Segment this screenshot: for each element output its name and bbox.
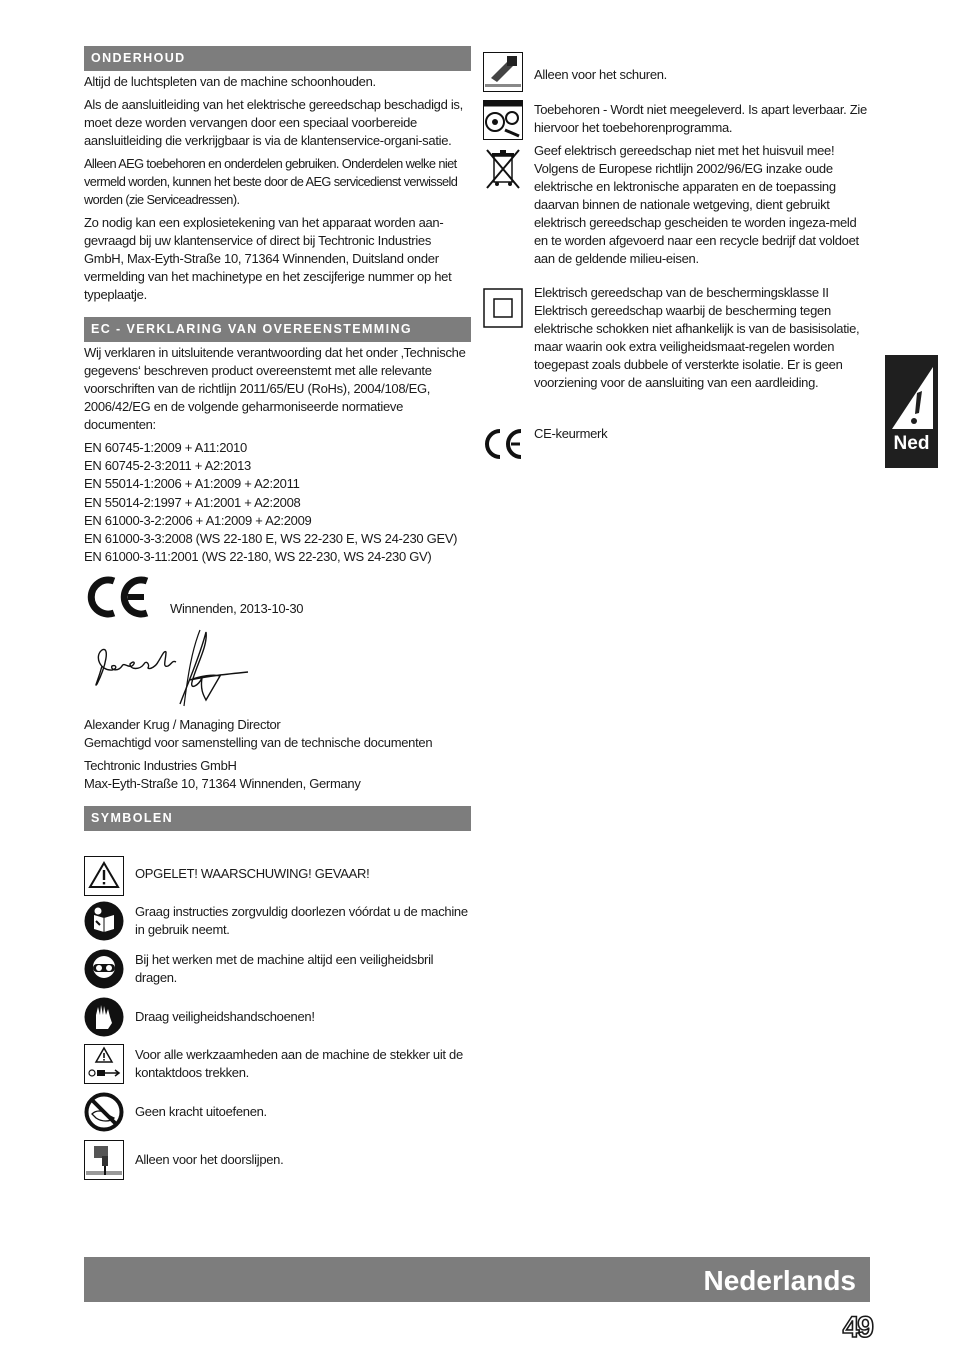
symbol-row	[84, 949, 471, 997]
symbol-row	[483, 285, 873, 424]
read-manual-icon	[84, 901, 124, 941]
crossed-bin-icon	[483, 146, 523, 192]
no-force-icon	[84, 1092, 124, 1132]
safety-gloves-icon	[84, 997, 124, 1037]
symbol-row	[84, 1044, 471, 1092]
onderhoud-paragraph: Zo nodig kan een explosietekening van het apparaat worden aan-gevraagd bij uw klantenservice of direct bij Techtronic Industries GmbH, Max-Eyth-Straße 10, 71364 Winnenden, Duitsland onder vermelding van het machinetype en het zescijferige nummer op het typeplaatje.	[84, 215, 452, 302]
company-line: Max-Eyth-Straße 10, 71364 Winnenden, Germany	[84, 776, 361, 792]
signature	[88, 626, 258, 708]
symbol-text: Toebehoren - Wordt niet meegeleverd. Is apart leverbaar. Zie hiervoor het toebehorenprogramma.	[534, 102, 867, 135]
unplug-icon	[84, 1044, 124, 1084]
side-tab-label: Ned	[893, 433, 930, 454]
warning-triangle-icon	[889, 363, 935, 431]
symbol-row	[483, 424, 873, 464]
symbol-text: CE-keurmerk	[534, 426, 608, 441]
symbol-row	[84, 997, 471, 1043]
footer-language-bar	[84, 1257, 870, 1302]
onderhoud-paragraph: Alleen AEG toebehoren en onderdelen gebruiken. Onderdelen welke niet vermeld worden, kunnen het beste door de AEG servicedienst verwisseld worden (zie Serviceadressen).	[84, 156, 458, 207]
ec-intro: Wij verklaren in uitsluitende verantwoording dat het onder ‚Technische gegevens‘ beschreven product overeenstemt met alle relevante voorschriften van de richtlijn 2011/65/EU (RoHs), 2004/108/EG, 2006/42/EG en de volgende geharmoniseerde normatieve documenten:	[84, 345, 466, 432]
symbol-text: OPGELET! WAARSCHUWING! GEVAAR!	[135, 866, 370, 882]
page-number: 49	[842, 1311, 872, 1344]
signer-line: Alexander Krug / Managing Director	[84, 717, 281, 733]
safety-goggles-icon	[84, 949, 124, 989]
symbol-text: Alleen voor het schuren.	[534, 67, 667, 82]
right-column	[483, 52, 873, 464]
symbol-text: Voor alle werkzaamheden aan de machine de stekker uit de kontaktdoos trekken.	[135, 1047, 463, 1081]
standard-item: EN 61000-3-3:2008 (WS 22-180 E, WS 22-230 E, WS 24-230 GEV)	[84, 531, 458, 547]
symbol-row	[483, 143, 873, 284]
grinding-only-icon	[483, 52, 523, 92]
symbol-text: Geef elektrisch gereedschap niet met het huisvuil mee! Volgens de Europese richtlijn 2002/96/EG inzake oude elektrische en lektronische apparaten en de toepassing daarvan binnen de nationale wetgeving, dient gebruikt elektrisch gereedschap gescheiden te worden ingeza-meld en te worden afgevoerd naar een recycle bedrijf dat voldoet aan de geldende milieu-eisen.	[534, 143, 859, 266]
accessories-icon	[483, 100, 523, 140]
symbol-row	[483, 100, 873, 146]
section-heading-onderhoud: ONDERHOUD	[84, 46, 471, 71]
symbol-text: Graag instructies zorgvuldig doorlezen vóórdat u de machine in gebruik neemt.	[135, 904, 468, 938]
standards-list	[84, 439, 471, 566]
onderhoud-paragraph: Als de aansluitleiding van het elektrische gereedschap beschadigd is, moet deze worden vervangen door een speciaal voorbereide aansluitleiding die verkrijgbaar is via de klantenservice-organi-satie.	[84, 97, 463, 148]
signer-line: Gemachtigd voor samenstelling van de technische documenten	[84, 735, 433, 751]
footer-language: Nederlands	[703, 1265, 856, 1296]
standard-item: EN 55014-1:2006 + A1:2009 + A2:2011	[84, 476, 300, 492]
company-line: Techtronic Industries GmbH	[84, 758, 237, 774]
ce-mark-icon	[84, 574, 152, 620]
ce-place-date-row	[84, 574, 471, 620]
onderhoud-paragraph: Altijd de luchtspleten van de machine schoonhouden.	[84, 74, 376, 89]
place-date: Winnenden, 2013-10-30	[170, 601, 304, 617]
symbol-text: Bij het werken met de machine altijd een veiligheidsbril dragen.	[135, 952, 434, 986]
symbol-row	[483, 52, 873, 100]
protection-class-2-icon	[483, 288, 523, 328]
section-heading-ec-declaration: EC - VERKLARING VAN OVEREENSTEMMING	[84, 317, 471, 342]
symbol-row	[84, 901, 471, 949]
symbol-text: Elektrisch gereedschap van de beschermingsklasse II Elektrisch gereedschap waarbij de bescherming tegen elektrische schokken niet afhankelijk is van de basisisolatie, maar waarin ook extra veiligheidsmaat-regelen worden toegepast zoals dubbele of versterkte isolatie. Er is geen voorziening voor de aansluiting van een aardleiding.	[534, 285, 860, 390]
warning-triangle-icon	[84, 856, 124, 896]
symbol-text: Geen kracht uitoefenen.	[135, 1104, 267, 1120]
symbol-row	[84, 1092, 471, 1138]
symbol-row	[84, 856, 471, 899]
section-heading-symbolen: SYMBOLEN	[84, 806, 471, 831]
symbol-text: Draag veiligheidshandschoenen!	[135, 1009, 315, 1025]
language-side-tab	[885, 355, 938, 468]
standard-item: EN 61000-3-11:2001 (WS 22-180, WS 22-230, WS 24-230 GV)	[84, 549, 432, 565]
symbol-text: Alleen voor het doorslijpen.	[135, 1152, 284, 1168]
ce-mark-icon	[483, 424, 523, 464]
symbol-row	[84, 1140, 471, 1184]
standard-item: EN 60745-2-3:2011 + A2:2013	[84, 458, 251, 474]
standard-item: EN 55014-2:1997 + A1:2001 + A2:2008	[84, 494, 301, 510]
left-column	[84, 46, 471, 1184]
standard-item: EN 61000-3-2:2006 + A1:2009 + A2:2009	[84, 512, 312, 528]
standard-item: EN 60745-1:2009 + A11:2010	[84, 440, 247, 455]
cutting-only-icon	[84, 1140, 124, 1180]
